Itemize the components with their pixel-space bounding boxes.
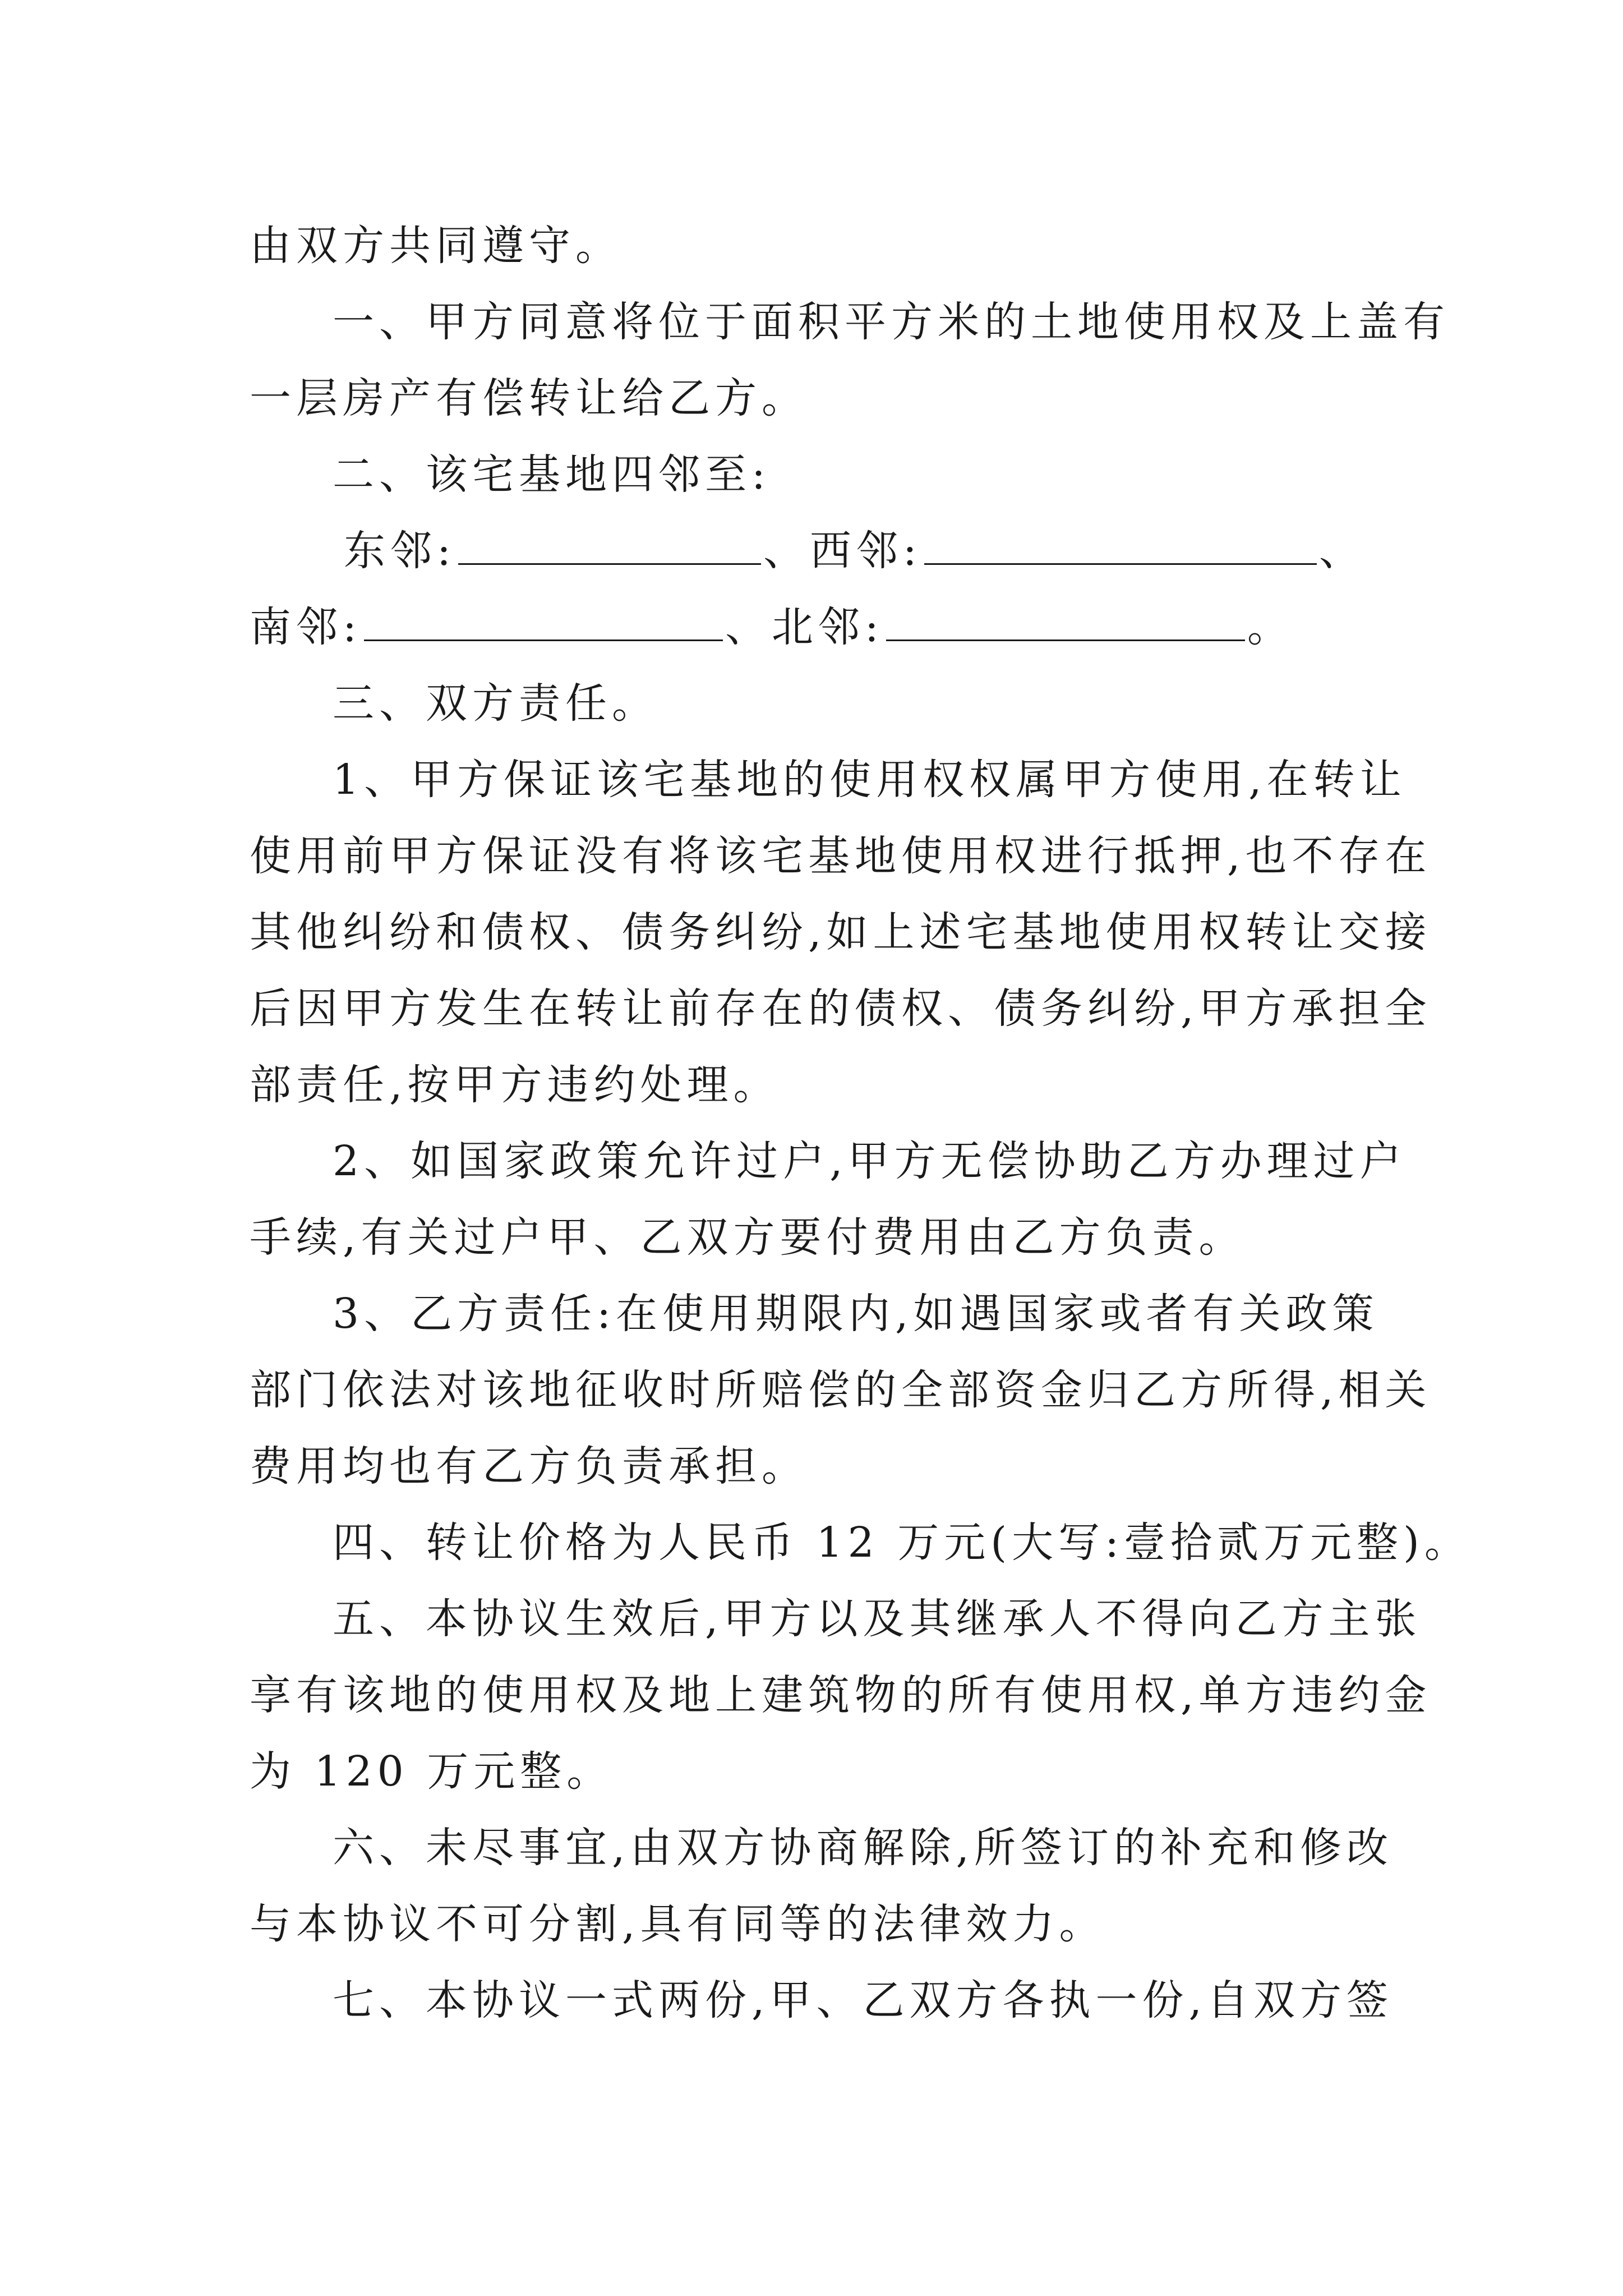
period: 。 [1247,603,1294,651]
clause-3-3-line: 部门依法对该地征收时所赔偿的全部资金归乙方所得,相关 [250,1366,1432,1414]
clause-1-line: 一层房产有偿转让给乙方。 [250,374,808,422]
south-neighbor-field[interactable] [364,600,723,641]
clause-2-heading: 二、该宅基地四邻至: [333,450,771,499]
paragraph-line: 由双方共同遵守。 [250,222,622,270]
clause-3-2-line: 手续,有关过户甲、乙双方要付费用由乙方负责。 [250,1213,1246,1262]
east-neighbor-field[interactable] [458,524,761,565]
clause-3-3-line: 3、乙方责任:在使用期限内,如遇国家或者有关政策 [333,1290,1379,1338]
clause-6-line: 六、未尽事宜,由双方协商解除,所签订的补充和修改 [333,1824,1394,1872]
neighbors-line-south-north [250,589,1377,665]
separator: 、 [1318,527,1366,575]
west-neighbor-field[interactable] [924,524,1317,565]
clause-7-line: 七、本协议一式两份,甲、乙双方各执一份,自双方签 [333,1976,1394,2024]
north-neighbor-label: 、北邻: [725,603,884,651]
clause-3-1-line: 1、甲方保证该宅基地的使用权权属甲方使用,在转让 [333,756,1407,804]
clause-3-2-line: 2、如国家政策允许过户,甲方无偿协助乙方办理过户 [333,1137,1407,1185]
neighbors-line-east-west [250,513,1377,589]
clause-5-line: 为 120 万元整。 [250,1747,614,1796]
clause-5-line: 五、本协议生效后,甲方以及其继承人不得向乙方主张 [333,1595,1422,1643]
clause-1-line: 一、甲方同意将位于面积平方米的土地使用权及上盖有 [333,298,1450,346]
clause-5-line: 享有该地的使用权及地上建筑物的所有使用权,单方违约金 [250,1671,1432,1719]
clause-3-1-line: 部责任,按甲方违约处理。 [250,1061,780,1109]
north-neighbor-field[interactable] [886,600,1245,641]
clause-3-3-line: 费用均也有乙方负责承担。 [250,1442,808,1490]
clause-3-1-line: 后因甲方发生在转让前存在的债权、债务纠纷,甲方承担全 [250,984,1432,1033]
agreement-body [250,208,1471,2039]
clause-6-line: 与本协议不可分割,具有同等的法律效力。 [250,1900,1106,1948]
clause-3-1-line: 其他纠纷和债权、债务纠纷,如上述宅基地使用权转让交接 [250,908,1432,956]
south-neighbor-label: 南邻: [250,603,362,651]
east-neighbor-label: 东邻: [344,527,456,575]
clause-4-line: 四、转让价格为人民币 12 万元(大写:壹拾贰万元整)。 [333,1519,1471,1567]
clause-3-heading: 三、双方责任。 [333,679,658,728]
west-neighbor-label: 、西邻: [763,527,922,575]
clause-3-1-line: 使用前甲方保证没有将该宅基地使用权进行抵押,也不存在 [250,832,1432,880]
